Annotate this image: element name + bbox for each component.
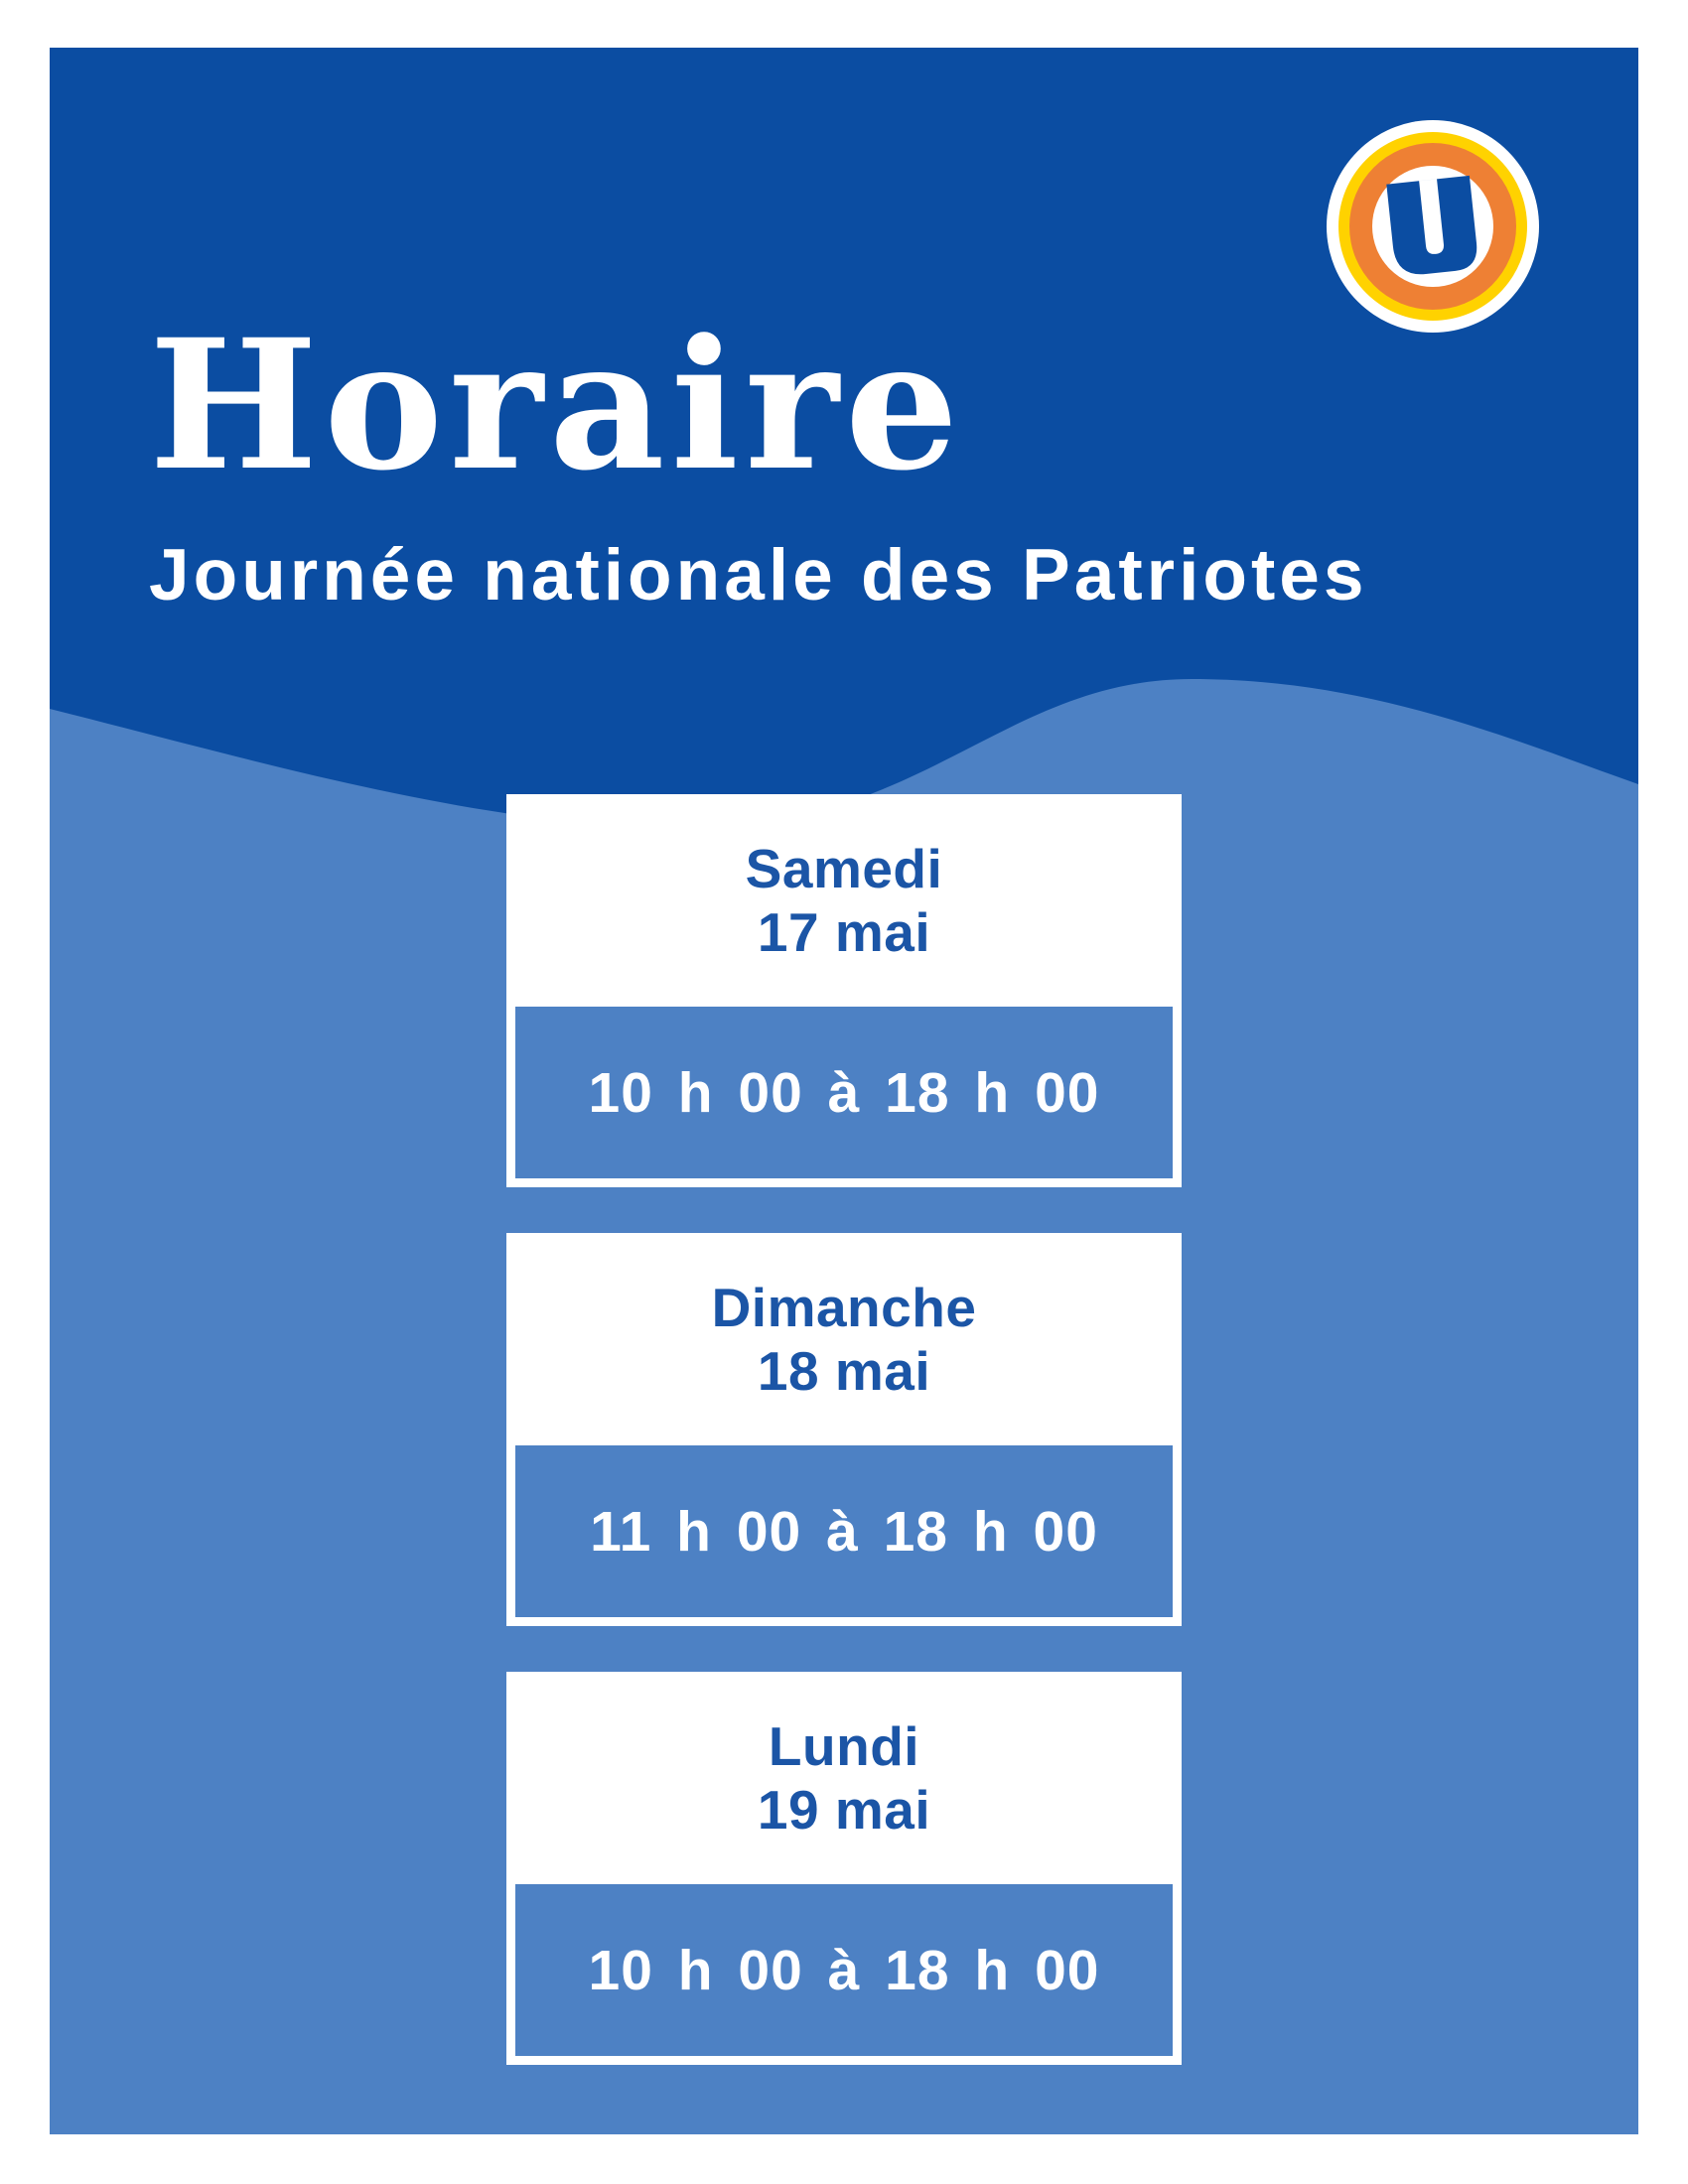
card-day-section xyxy=(506,794,1182,1007)
day-label: Samedi xyxy=(745,838,943,899)
hours-label: 11 h 00 à 18 h 00 xyxy=(590,1499,1098,1564)
schedule-card xyxy=(506,1233,1182,1626)
poster-background xyxy=(50,48,1638,2134)
poster-subtitle: Journée nationale des Patriotes xyxy=(149,535,1368,615)
card-day-section xyxy=(506,1233,1182,1445)
card-hours-section xyxy=(515,1884,1173,2056)
card-day-section xyxy=(506,1672,1182,1884)
poster-title: Horaire xyxy=(149,301,965,510)
schedule-card xyxy=(506,1672,1182,2065)
day-label: Dimanche xyxy=(711,1277,977,1338)
date-label: 17 mai xyxy=(757,901,931,963)
date-label: 18 mai xyxy=(757,1340,931,1402)
hours-label: 10 h 00 à 18 h 00 xyxy=(588,1938,1100,2002)
date-label: 19 mai xyxy=(757,1779,931,1841)
card-hours-section xyxy=(515,1445,1173,1617)
card-hours-section xyxy=(515,1007,1173,1178)
day-label: Lundi xyxy=(768,1715,920,1777)
brand-logo xyxy=(1327,120,1539,333)
schedule-card xyxy=(506,794,1182,1187)
hours-label: 10 h 00 à 18 h 00 xyxy=(588,1060,1100,1125)
schedule-cards xyxy=(506,48,1182,2134)
